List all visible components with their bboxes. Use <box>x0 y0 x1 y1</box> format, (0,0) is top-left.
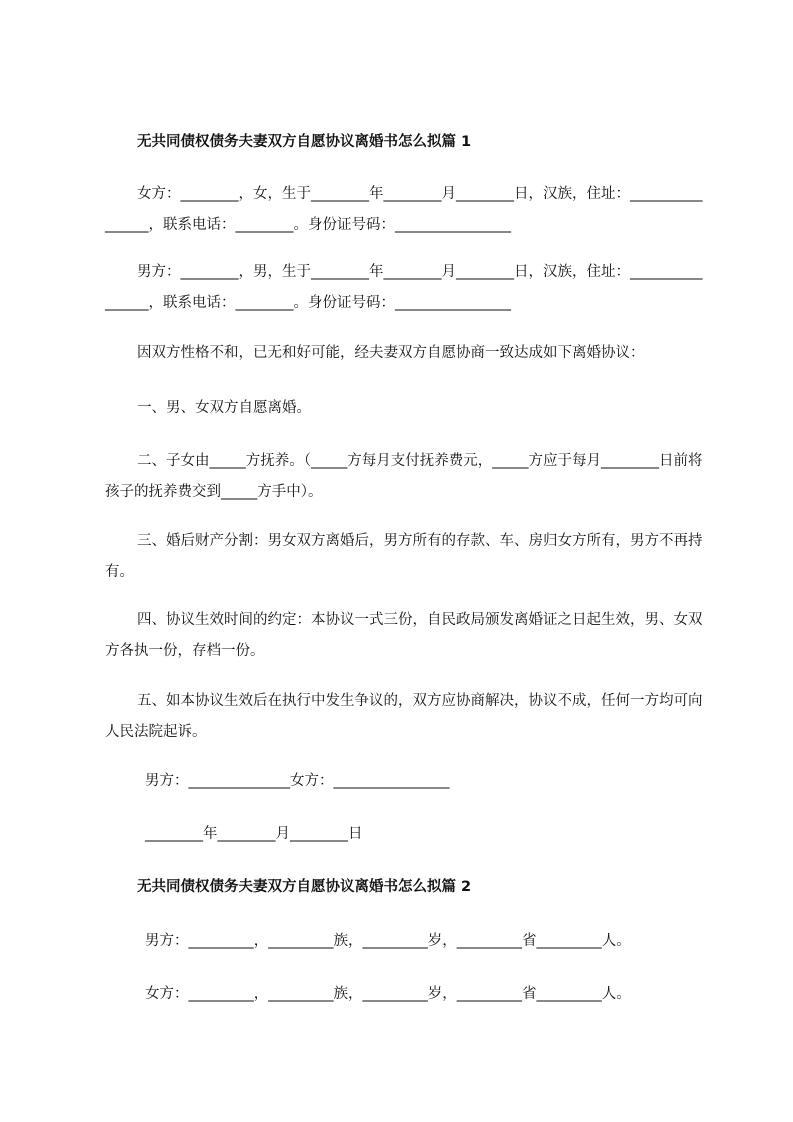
agreement-intro-paragraph: 因双方性格不和，已无和好可能，经夫妻双方自愿协商一致达成如下离婚协议： <box>137 345 645 361</box>
man-info-paragraph: 男方：________，男，生于________年________月________日，汉族，住址：________________，联系电话：________。身份证号码：________________ <box>105 264 703 311</box>
section-2-man-line: 男方：_________，_________族，_________岁，_________省_________人。 <box>145 933 631 949</box>
clause-3: 三、婚后财产分割：男女双方离婚后，男方所有的存款、车、房归女方所有，男方不再持有。 <box>105 533 703 580</box>
woman-info-paragraph: 女方：________，女，生于________年________月________日，汉族，住址：________________，联系电话：________。身份证号码：________________ <box>105 186 703 233</box>
signature-line: 男方：______________女方：________________ <box>145 773 450 789</box>
clause-1: 一、男、女双方自愿离婚。 <box>137 400 311 416</box>
date-line: ________年________月________日 <box>145 826 363 842</box>
section-2-title: 无共同债权债务夫妻双方自愿协议离婚书怎么拟篇 2 <box>137 879 472 895</box>
clause-4: 四、协议生效时间的约定：本协议一式三份，自民政局颁发离婚证之日起生效，男、女双方各执一份，存档一份。 <box>105 612 703 659</box>
clause-2: 二、子女由_____方抚养。（_____方每月支付抚养费元，_____方应于每月________日前将孩子的抚养费交到_____方手中）。 <box>105 453 703 500</box>
section-1-title: 无共同债权债务夫妻双方自愿协议离婚书怎么拟篇 1 <box>137 134 472 150</box>
section-2-woman-line: 女方：_________，_________族，_________岁，_________省_________人。 <box>145 986 631 1002</box>
clause-5: 五、如本协议生效后在执行中发生争议的，双方应协商解决，协议不成，任何一方均可向人民法院起诉。 <box>105 693 703 740</box>
